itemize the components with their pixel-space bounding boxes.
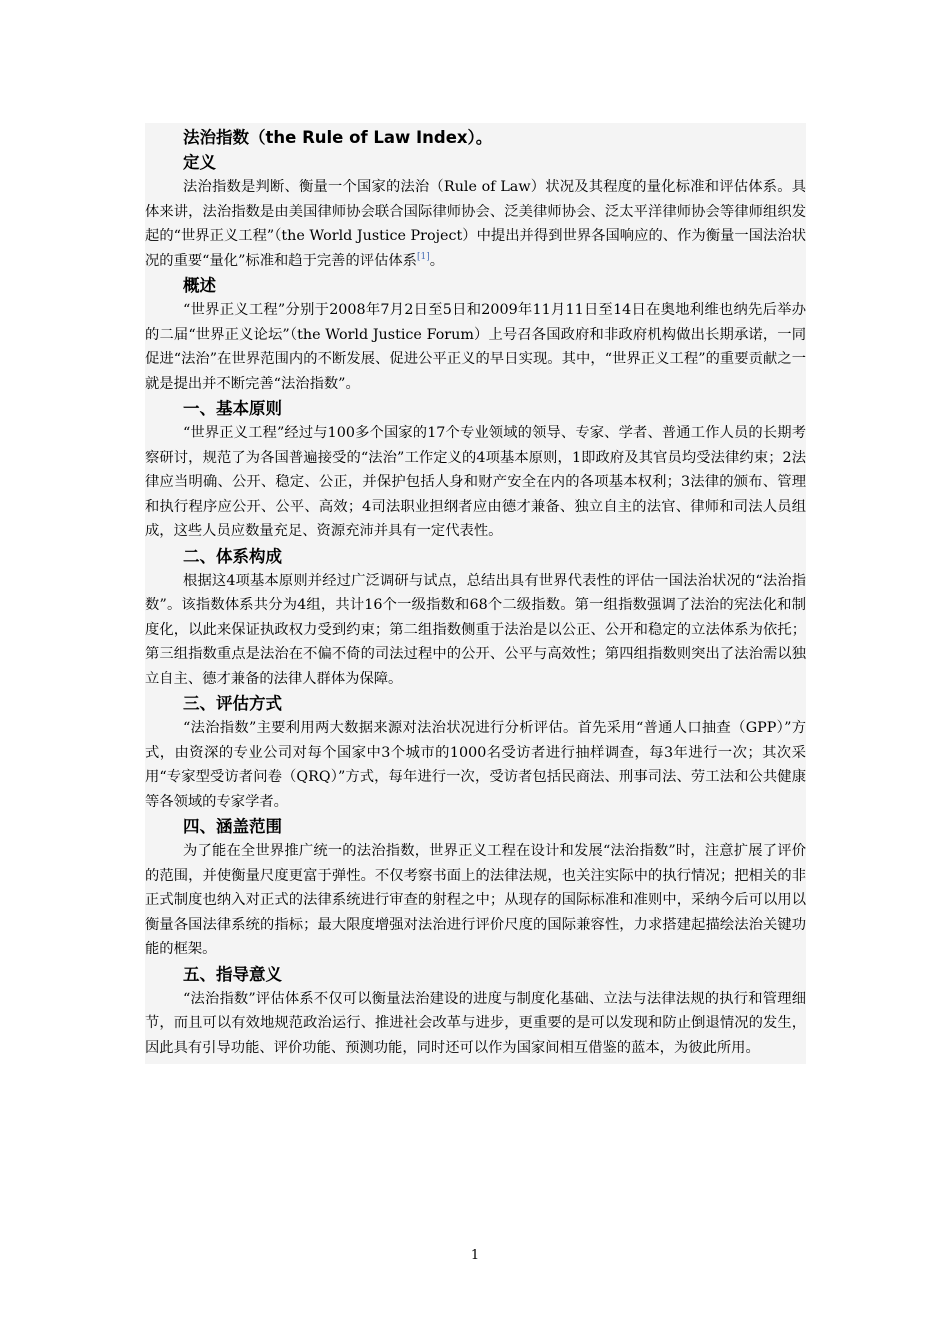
section-paragraph-coverage-scope: 为了能在全世界推广统一的法治指数，世界正义工程在设计和发展“法治指数”时，注意扩展了评价的范围，并使衡量尺度更富于弹性。不仅考察书面上的法律法规，也关注实际中的执行情况；把相关的非正式制度也纳入对正式的法律系统进行审查的射程之中；从现存的国际标准和准则中，采纳今后可以用以衡量各国法律系统的指标；最大限度增强对法治进行评价尺度的国际兼容性，力求搭建起描绘法治关键功能的框架。 (145, 843, 806, 957)
section-heading-basic-principles: 一、基本原则 (183, 399, 282, 418)
section-paragraph-basic-principles: “世界正义工程”经过与100多个国家的17个专业领域的领导、专家、学者、普通工作人员的长期考察研讨，规范了为各国普遍接受的“法治”工作定义的4项基本原则，1即政府及其官员均受法律约束；2法律应当明确、公开、稳定、公正，并保护包括人身和财产安全在内的各项基本权利；3法律的颁布、管理和执行程序应公开、公平、高效；4司法职业担纲者应由德才兼备、独立自主的法官、律师和司法人员组成，这些人员应数量充足、资源充沛并具有一定代表性。 (145, 425, 806, 539)
paragraph-text-tail: 。 (429, 252, 445, 269)
section-paragraph-guiding-significance: “法治指数”评估体系不仅可以衡量法治建设的进度与制度化基础、立法与法律法规的执行和管理细节，而且可以有效地规范政治运行、推进社会改革与进步，更重要的是可以发现和防止倒退情况的发生，因此具有引导功能、评价功能、预测功能，同时还可以作为国家间相互借鉴的蓝本，为彼此所用。 (145, 990, 806, 1056)
section-heading-coverage-scope: 四、涵盖范围 (183, 817, 282, 836)
document-title: 法治指数（the Rule of Law Index）。 (183, 128, 493, 147)
section-heading-overview: 概述 (183, 276, 216, 295)
section-heading-assessment-method: 三、评估方式 (183, 694, 282, 713)
section-paragraph-definition (145, 175, 806, 273)
section-paragraph-system-structure: 根据这4项基本原则并经过广泛调研与试点，总结出具有世界代表性的评估一国法治状况的“法治指数”。该指数体系共分为4组，共计16个一级指数和68个二级指数。第一组指数强调了法治的宪法化和制度化，以此来保证执政权力受到约束；第二组指数侧重于法治是以公正、公开和稳定的立法体系为依托；第三组指数重点是法治在不偏不倚的司法过程中的公开、公平与高效性；第四组指数则突出了法治需以独立自主、德才兼备的法律人群体为保障。 (145, 572, 806, 687)
footnote-reference-link[interactable]: [1] (416, 251, 430, 262)
page-number: 1 (470, 1248, 480, 1263)
section-heading-definition: 定义 (183, 153, 216, 172)
section-paragraph-assessment-method: “法治指数”主要利用两大数据来源对法治状况进行分析评估。首先采用“普通人口抽查（GPP）”方式，由资深的专业公司对每个国家中3个城市的1000名受访者进行抽样调查，每3年进行一次；其次采用“专家型受访者问卷（QRQ）”方式，每年进行一次，受访者包括民商法、刑事司法、劳工法和公共健康等各领域的专家学者。 (145, 720, 806, 810)
section-paragraph-overview: “世界正义工程”分别于2008年7月2日至5日和2009年11月11日至14日在奥地利维也纳先后举办的二届“世界正义论坛”（the World Justice Forum）上号召各国政府和非政府机构做出长期承诺，一同促进“法治”在世界范围内的不断发展、促进公平正义的早日实现。其中，“世界正义工程”的重要贡献之一就是提出并不断完善“法治指数”。 (145, 302, 806, 392)
paragraph-text: 法治指数是判断、衡量一个国家的法治（Rule of Law）状况及其程度的量化标准和评估体系。具体来讲，法治指数是由美国律师协会联合国际律师协会、泛美律师协会、泛太平洋律师协会等律师组织发起的“世界正义工程”（the World Justice Project）中提出并得到世界各国响应的、作为衡量一国法治状况的重要“量化”标准和趋于完善的评估体系 (145, 179, 806, 269)
section-heading-system-structure: 二、体系构成 (183, 546, 282, 566)
document-body (145, 123, 806, 1064)
section-heading-guiding-significance: 五、指导意义 (183, 964, 282, 984)
